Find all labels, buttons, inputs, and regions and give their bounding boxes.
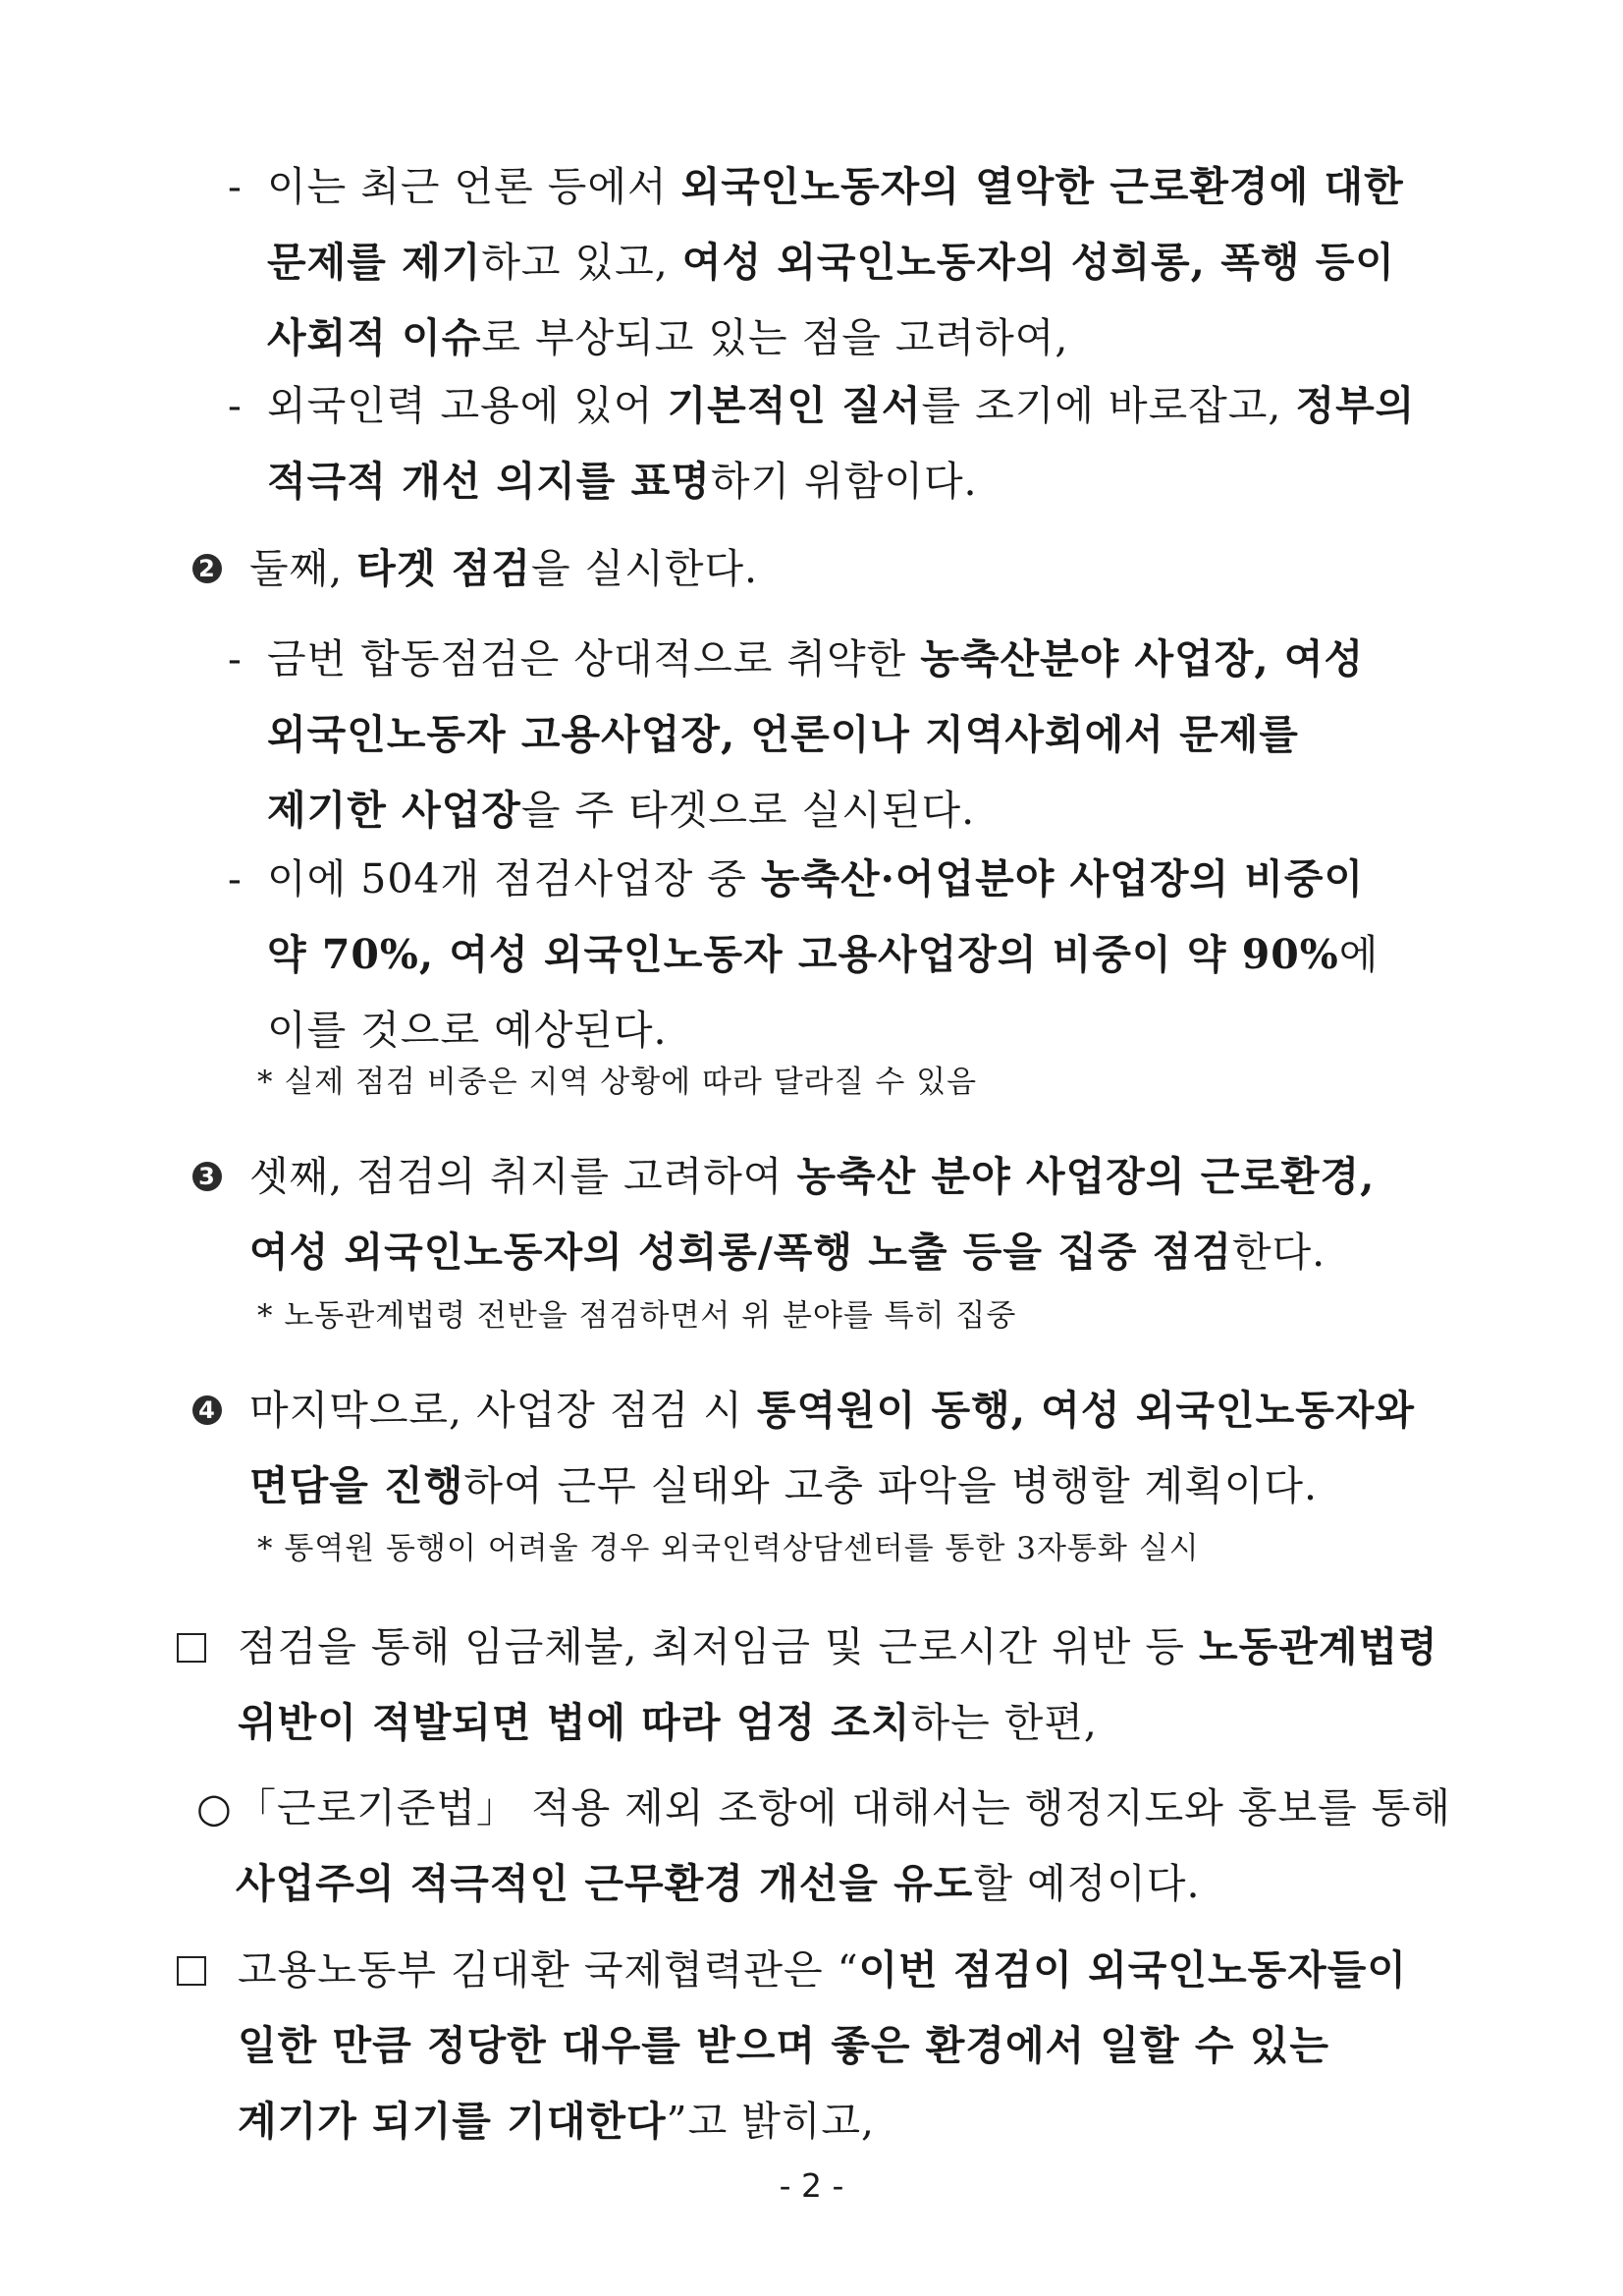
text-line: 둘째, 타겟 점검을 실시한다.	[249, 545, 759, 592]
text-line: 사회적 이슈로 부상되고 있는 점을 고려하여,	[267, 314, 1069, 361]
text-line: 이에 504개 점검사업장 중 농축산·어업분야 사업장의 비중이	[267, 855, 1365, 902]
footnote: * 노동관계법령 전반을 점검하면서 위 분야를 특히 집중	[257, 1298, 1017, 1334]
footnote: * 실제 점검 비중은 지역 상황에 따라 달라질 수 있음	[257, 1065, 978, 1100]
text-line: 계기가 되기를 기대한다”고 밝히고,	[238, 2098, 876, 2145]
circled-number-marker: 3	[192, 1139, 222, 1215]
text-line: 적극적 개선 의지를 표명하기 위함이다.	[267, 458, 978, 505]
page-number: - 2 -	[779, 2166, 844, 2205]
text-line: 여성 외국인노동자의 성희롱/폭행 노출 등을 집중 점검한다.	[249, 1229, 1326, 1276]
text-line: 제기한 사업장을 주 타겟으로 실시된다.	[267, 787, 976, 834]
circled-number-marker: 4	[192, 1373, 222, 1449]
text-line: 외국인노동자 고용사업장, 언론이나 지역사회에서 문제를	[267, 711, 1299, 758]
box-marker	[177, 1610, 206, 1685]
text-line: 문제를 제기하고 있고, 여성 외국인노동자의 성희롱, 폭행 등이	[267, 239, 1395, 286]
text-line: 일한 만큼 정당한 대우를 받으며 좋은 환경에서 일할 수 있는	[238, 2022, 1330, 2069]
dash-marker: -	[228, 382, 243, 429]
circled-number-marker: 2	[192, 531, 222, 607]
text-line: 외국인력 고용에 있어 기본적인 질서를 조기에 바로잡고, 정부의	[267, 382, 1416, 429]
text-line: 금번 합동점검은 상대적으로 취약한 농축산분야 사업장, 여성	[267, 635, 1365, 683]
footnote: * 통역원 동행이 어려울 경우 외국인력상담센터를 통한 3자통화 실시	[257, 1531, 1200, 1566]
text-line: 고용노동부 김대환 국제협력관은 “이번 점검이 외국인노동자들이	[238, 1946, 1407, 1994]
text-line: 위반이 적발되면 법에 따라 엄정 조치하는 한편,	[238, 1699, 1098, 1746]
dash-marker: -	[228, 855, 243, 902]
text-line: 「근로기준법」 적용 제외 조항에 대해서는 행정지도와 홍보를 통해	[236, 1784, 1451, 1831]
text-line: 점검을 통해 임금체불, 최저임금 및 근로시간 위반 등 노동관계법령	[238, 1623, 1438, 1670]
box-marker	[177, 1933, 206, 2008]
text-line: 면담을 진행하여 근무 실태와 고충 파악을 병행할 계획이다.	[249, 1462, 1319, 1509]
text-line: 약 70%, 여성 외국인노동자 고용사업장의 비중이 약 90%에	[267, 931, 1380, 978]
dash-marker: -	[228, 163, 243, 210]
text-line: 사업주의 적극적인 근무환경 개선을 유도할 예정이다.	[236, 1860, 1201, 1907]
text-line: 이를 것으로 예상된다.	[267, 1007, 668, 1054]
circle-marker: ○	[196, 1784, 233, 1831]
text-line: 셋째, 점검의 취지를 고려하여 농축산 분야 사업장의 근로환경,	[249, 1153, 1376, 1200]
dash-marker: -	[228, 635, 243, 683]
text-line: 마지막으로, 사업장 점검 시 통역원이 동행, 여성 외국인노동자와	[249, 1387, 1416, 1434]
text-line: 이는 최근 언론 등에서 외국인노동자의 열악한 근로환경에 대한	[267, 163, 1404, 210]
